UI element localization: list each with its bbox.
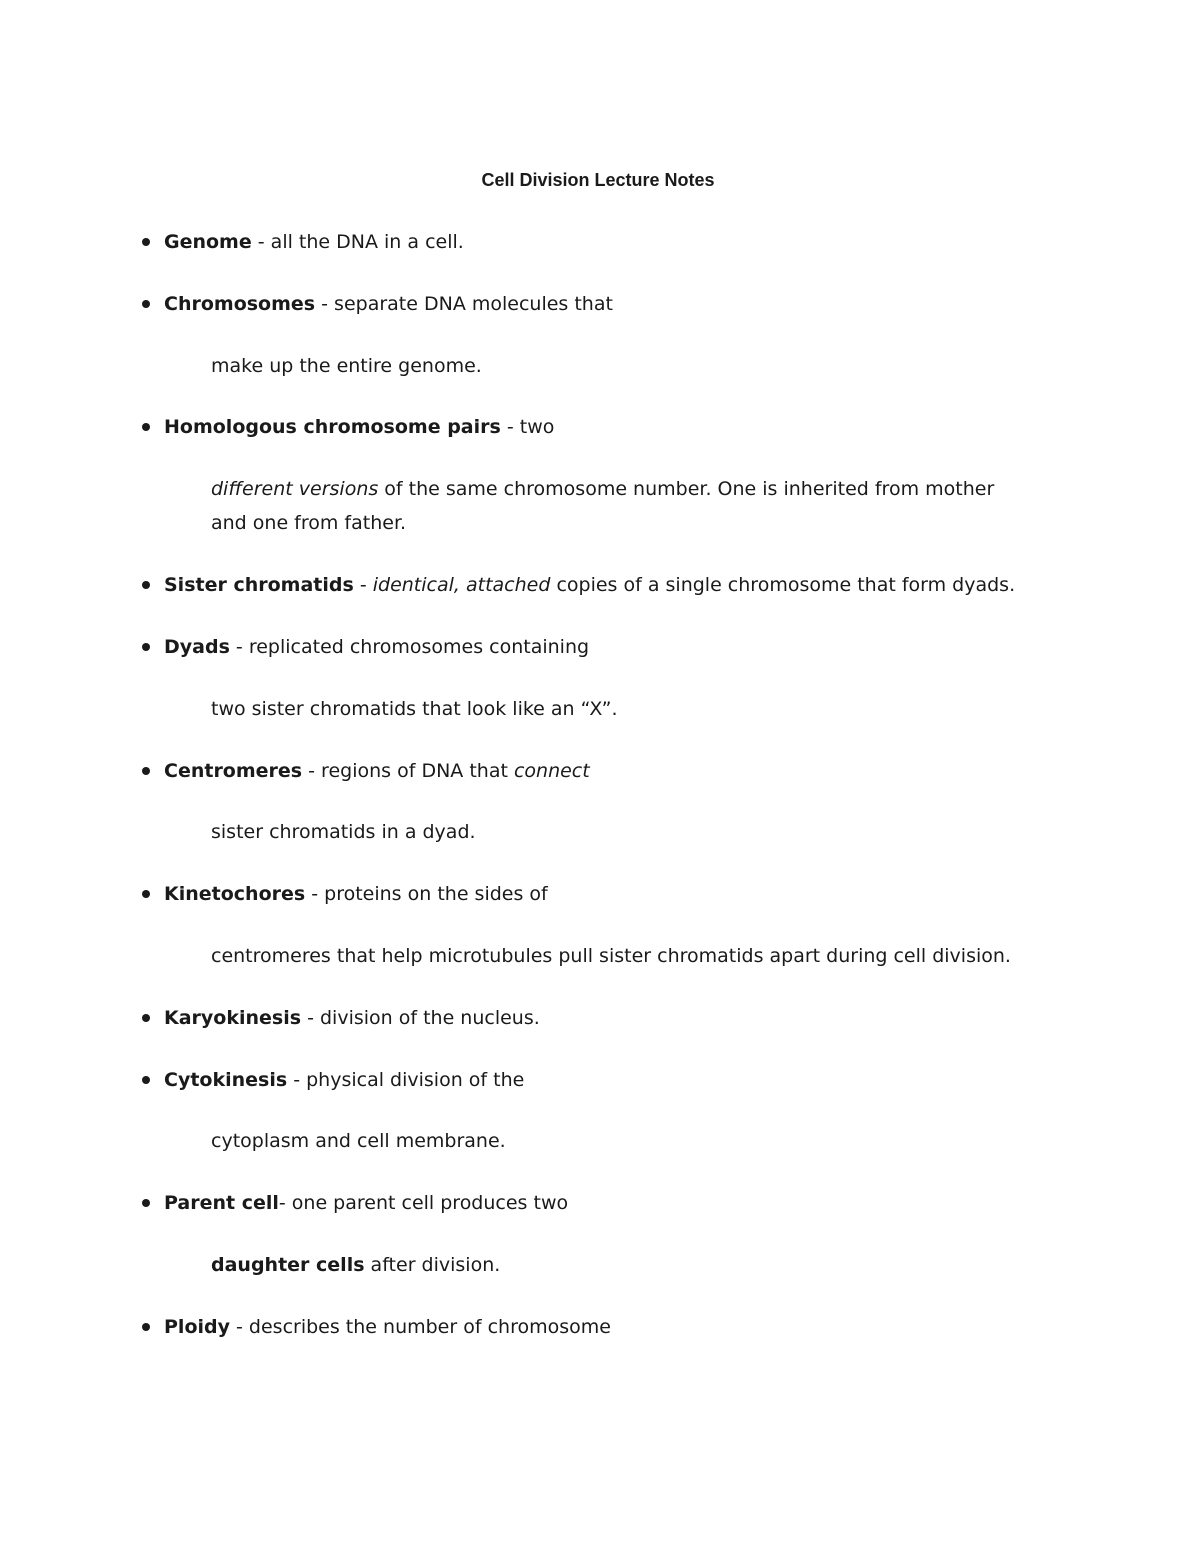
bullet-cytokinesis bbox=[142, 1076, 150, 1084]
definition-dyads: - replicated chromosomes containing bbox=[229, 636, 590, 658]
definition-cytokinesis: - physical division of the bbox=[287, 1069, 525, 1091]
emphasis-sister: identical, attached bbox=[372, 574, 551, 596]
continuation-kinetochores: centromeres that help microtubules pull sister chromatids apart during cell division. bbox=[211, 945, 1011, 967]
entry-cytokinesis bbox=[164, 1063, 524, 1097]
continuation-dyads: two sister chromatids that look like an “X”. bbox=[211, 698, 618, 720]
entry-kinetochores bbox=[164, 877, 548, 911]
definition-homologous: - two bbox=[500, 416, 555, 438]
entry-homologous bbox=[164, 410, 554, 444]
definition-sister: copies of a single chromosome that form dyads. bbox=[550, 574, 1016, 596]
emphasis-centromeres: connect bbox=[513, 760, 590, 782]
emphasis-homologous: different versions bbox=[211, 478, 379, 500]
term-ploidy: Ploidy bbox=[164, 1316, 230, 1338]
bullet-ploidy bbox=[142, 1323, 150, 1331]
definition-ploidy: - describes the number of chromosome bbox=[230, 1316, 611, 1338]
definition-parent: - one parent cell produces two bbox=[278, 1192, 569, 1214]
definition-centromeres: - regions of DNA that bbox=[302, 760, 514, 782]
term-dyads: Dyads bbox=[164, 636, 230, 658]
continuation-centromeres: sister chromatids in a dyad. bbox=[211, 821, 476, 843]
entry-ploidy bbox=[164, 1310, 611, 1344]
continuation-cytokinesis: cytoplasm and cell membrane. bbox=[211, 1130, 506, 1152]
continuation-homologous bbox=[211, 472, 994, 506]
continuation-chromosomes: make up the entire genome. bbox=[211, 355, 482, 377]
continuation-homologous-2: and one from father. bbox=[211, 512, 407, 534]
bullet-dyads bbox=[142, 643, 150, 651]
term-daughter-cells: daughter cells bbox=[211, 1254, 365, 1276]
term-homologous: Homologous chromosome pairs bbox=[164, 416, 501, 438]
term-genome: Genome bbox=[164, 231, 252, 253]
term-centromeres: Centromeres bbox=[164, 760, 303, 782]
definition-chromosomes: - separate DNA molecules that bbox=[315, 293, 613, 315]
term-cytokinesis: Cytokinesis bbox=[164, 1069, 288, 1091]
entry-dyads bbox=[164, 630, 589, 664]
definition-kinetochores: - proteins on the sides of bbox=[305, 883, 548, 905]
entry-genome bbox=[164, 225, 464, 259]
bullet-parent bbox=[142, 1199, 150, 1207]
bullet-karyokinesis bbox=[142, 1014, 150, 1022]
definition-karyokinesis: - division of the nucleus. bbox=[301, 1007, 540, 1029]
bullet-chromosomes bbox=[142, 300, 150, 308]
entry-chromosomes bbox=[164, 287, 613, 321]
term-sister: Sister chromatids bbox=[164, 574, 354, 596]
bullet-kinetochores bbox=[142, 890, 150, 898]
entry-parent bbox=[164, 1186, 568, 1220]
bullet-centromeres bbox=[142, 767, 150, 775]
term-kinetochores: Kinetochores bbox=[164, 883, 306, 905]
entry-karyokinesis bbox=[164, 1001, 540, 1035]
continuation-parent-text: after division. bbox=[364, 1254, 501, 1276]
definition-genome: - all the DNA in a cell. bbox=[251, 231, 464, 253]
bullet-genome bbox=[142, 238, 150, 246]
bullet-homologous bbox=[142, 423, 150, 431]
entry-centromeres bbox=[164, 754, 590, 788]
continuation-parent bbox=[211, 1248, 500, 1282]
continuation-homologous-text: of the same chromosome number. One is inherited from mother bbox=[378, 478, 995, 500]
dash-sister: - bbox=[353, 574, 373, 596]
bullet-sister bbox=[142, 581, 150, 589]
entry-sister bbox=[164, 568, 1015, 602]
term-karyokinesis: Karyokinesis bbox=[164, 1007, 302, 1029]
term-parent: Parent cell bbox=[164, 1192, 279, 1214]
term-chromosomes: Chromosomes bbox=[164, 293, 316, 315]
document-title: Cell Division Lecture Notes bbox=[481, 170, 715, 190]
